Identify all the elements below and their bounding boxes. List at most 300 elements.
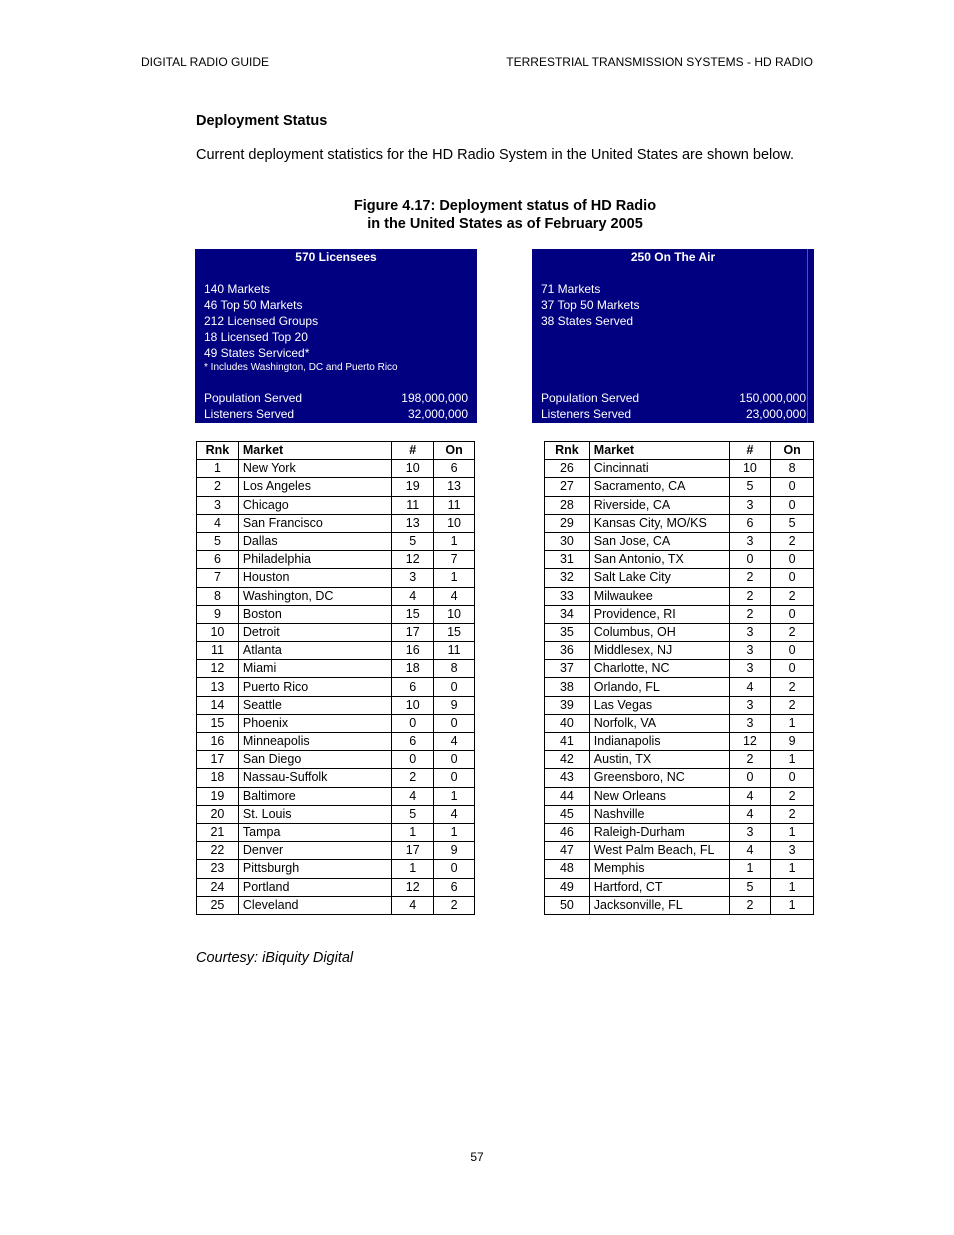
cell-rank: 30 (545, 532, 590, 550)
table-row (197, 787, 475, 805)
cell-market: Milwaukee (589, 587, 729, 605)
listeners-value: 23,000,000 (745, 407, 806, 421)
cell-market: Sacramento, CA (589, 478, 729, 496)
figure-caption (196, 197, 814, 233)
cell-count: 4 (392, 787, 434, 805)
cell-rank: 25 (197, 896, 239, 914)
header-on: On (434, 442, 475, 460)
cell-on: 1 (771, 714, 814, 732)
cell-count: 6 (392, 678, 434, 696)
cell-count: 6 (729, 514, 771, 532)
cell-rank: 39 (545, 696, 590, 714)
table-row (545, 642, 814, 660)
running-header-right: TERRESTRIAL TRANSMISSION SYSTEMS - HD RADIO (506, 55, 813, 69)
intro-paragraph: Current deployment statistics for the HD Radio System in the United States are shown below. (196, 147, 795, 163)
cell-rank: 26 (545, 460, 590, 478)
licensees-box (195, 249, 477, 423)
population-row (204, 390, 468, 406)
cell-on: 2 (771, 787, 814, 805)
cell-market: Miami (238, 660, 391, 678)
cell-count: 2 (392, 769, 434, 787)
cell-on: 1 (771, 823, 814, 841)
cell-count: 3 (729, 823, 771, 841)
cell-market: Salt Lake City (589, 569, 729, 587)
cell-rank: 10 (197, 623, 239, 641)
table-row (545, 514, 814, 532)
cell-rank: 44 (545, 787, 590, 805)
licensees-lines (204, 281, 398, 375)
cell-market: Philadelphia (238, 551, 391, 569)
table-row (197, 678, 475, 696)
cell-market: Middlesex, NJ (589, 642, 729, 660)
licensees-line: 140 Markets (204, 282, 271, 296)
licensees-line: 212 Licensed Groups (204, 314, 319, 328)
cell-count: 3 (729, 696, 771, 714)
licensees-line: 46 Top 50 Markets (204, 298, 303, 312)
cell-on: 7 (434, 551, 475, 569)
on-air-box (532, 249, 814, 423)
cell-count: 4 (729, 842, 771, 860)
table-row (197, 569, 475, 587)
cell-on: 6 (434, 878, 475, 896)
table-row (545, 551, 814, 569)
population-label: Population Served (541, 391, 640, 405)
population-value: 150,000,000 (739, 391, 806, 405)
markets-table-body (545, 460, 814, 915)
cell-market: San Antonio, TX (589, 551, 729, 569)
table-row (197, 460, 475, 478)
cell-on: 10 (434, 605, 475, 623)
cell-on: 0 (434, 751, 475, 769)
population-value: 198,000,000 (401, 391, 468, 405)
cell-market: Jacksonville, FL (589, 896, 729, 914)
cell-rank: 31 (545, 551, 590, 569)
figure-caption-line-2: in the United States as of February 2005 (367, 216, 643, 232)
cell-count: 4 (729, 787, 771, 805)
cell-market: San Francisco (238, 514, 391, 532)
cell-rank: 9 (197, 605, 239, 623)
cell-rank: 21 (197, 823, 239, 841)
table-row (545, 532, 814, 550)
table-row (197, 642, 475, 660)
cell-market: Charlotte, NC (589, 660, 729, 678)
cell-count: 10 (392, 696, 434, 714)
cell-on: 0 (771, 496, 814, 514)
table-row (545, 478, 814, 496)
cell-on: 4 (434, 587, 475, 605)
cell-on: 6 (434, 460, 475, 478)
cell-rank: 37 (545, 660, 590, 678)
cell-count: 5 (392, 805, 434, 823)
cell-count: 4 (729, 805, 771, 823)
table-row (197, 896, 475, 914)
on-air-line: 37 Top 50 Markets (541, 298, 640, 312)
cell-on: 0 (771, 569, 814, 587)
cell-count: 4 (729, 678, 771, 696)
cell-count: 12 (729, 733, 771, 751)
cell-on: 1 (434, 787, 475, 805)
table-header-row (545, 442, 814, 460)
cell-rank: 50 (545, 896, 590, 914)
cell-count: 4 (392, 896, 434, 914)
cell-count: 17 (392, 623, 434, 641)
cell-market: Cincinnati (589, 460, 729, 478)
cell-on: 2 (771, 696, 814, 714)
table-row (545, 460, 814, 478)
table-row (545, 842, 814, 860)
on-air-title: 250 On The Air (630, 250, 716, 264)
cell-market: West Palm Beach, FL (589, 842, 729, 860)
cell-rank: 15 (197, 714, 239, 732)
table-row (545, 623, 814, 641)
table-row (545, 805, 814, 823)
cell-rank: 17 (197, 751, 239, 769)
licensees-line: 49 States Serviced* (204, 346, 310, 360)
cell-on: 1 (771, 896, 814, 914)
cell-on: 10 (434, 514, 475, 532)
table-row (545, 823, 814, 841)
on-air-line: 71 Markets (541, 282, 601, 296)
section-title: Deployment Status (196, 113, 328, 129)
table-row (545, 878, 814, 896)
cell-market: Norfolk, VA (589, 714, 729, 732)
cell-market: Detroit (238, 623, 391, 641)
cell-market: Chicago (238, 496, 391, 514)
cell-on: 1 (434, 532, 475, 550)
cell-rank: 34 (545, 605, 590, 623)
cell-rank: 14 (197, 696, 239, 714)
cell-market: Boston (238, 605, 391, 623)
cell-count: 0 (392, 714, 434, 732)
table-row (545, 751, 814, 769)
header-market: Market (238, 442, 391, 460)
table-row (197, 696, 475, 714)
cell-rank: 16 (197, 733, 239, 751)
table-header-row (197, 442, 475, 460)
cell-rank: 12 (197, 660, 239, 678)
cell-market: New York (238, 460, 391, 478)
cell-on: 2 (434, 896, 475, 914)
cell-count: 4 (392, 587, 434, 605)
cell-on: 0 (434, 860, 475, 878)
listeners-row (204, 406, 468, 422)
markets-table-1-25 (196, 441, 475, 915)
cell-on: 0 (434, 769, 475, 787)
cell-count: 16 (392, 642, 434, 660)
cell-on: 3 (771, 842, 814, 860)
cell-market: Providence, RI (589, 605, 729, 623)
cell-market: Austin, TX (589, 751, 729, 769)
cell-rank: 45 (545, 805, 590, 823)
table-row (197, 660, 475, 678)
table-row (197, 514, 475, 532)
table-row (197, 842, 475, 860)
header-count: # (392, 442, 434, 460)
cell-on: 8 (771, 460, 814, 478)
cell-market: Los Angeles (238, 478, 391, 496)
cell-market: Houston (238, 569, 391, 587)
table-row (197, 605, 475, 623)
header-market: Market (589, 442, 729, 460)
population-label: Population Served (204, 391, 303, 405)
cell-count: 5 (729, 878, 771, 896)
cell-on: 2 (771, 805, 814, 823)
cell-on: 9 (434, 696, 475, 714)
table-row (197, 805, 475, 823)
header-on: On (771, 442, 814, 460)
cell-rank: 41 (545, 733, 590, 751)
cell-market: Las Vegas (589, 696, 729, 714)
cell-on: 0 (771, 478, 814, 496)
table-row (545, 696, 814, 714)
cell-market: Nassau-Suffolk (238, 769, 391, 787)
cell-count: 17 (392, 842, 434, 860)
figure-caption-line-1: Figure 4.17: Deployment status of HD Radio (353, 198, 657, 214)
on-air-stats (541, 390, 806, 422)
cell-market: Minneapolis (238, 733, 391, 751)
cell-rank: 1 (197, 460, 239, 478)
cell-rank: 7 (197, 569, 239, 587)
table-row (545, 587, 814, 605)
table-row (545, 678, 814, 696)
cell-on: 0 (434, 678, 475, 696)
cell-on: 5 (771, 514, 814, 532)
cell-count: 0 (392, 751, 434, 769)
cell-count: 13 (392, 514, 434, 532)
table-row (545, 896, 814, 914)
cell-market: Portland (238, 878, 391, 896)
cell-count: 12 (392, 878, 434, 896)
cell-rank: 19 (197, 787, 239, 805)
cell-count: 2 (729, 605, 771, 623)
cell-rank: 33 (545, 587, 590, 605)
table-row (197, 496, 475, 514)
cell-rank: 24 (197, 878, 239, 896)
cell-on: 13 (434, 478, 475, 496)
cell-market: Hartford, CT (589, 878, 729, 896)
cell-on: 2 (771, 532, 814, 550)
cell-rank: 43 (545, 769, 590, 787)
page-number: 57 (470, 1150, 484, 1164)
listeners-value: 32,000,000 (407, 407, 468, 421)
listeners-label: Listeners Served (204, 407, 295, 421)
header-rank: Rnk (545, 442, 590, 460)
cell-rank: 32 (545, 569, 590, 587)
cell-count: 1 (392, 823, 434, 841)
table-row (197, 587, 475, 605)
cell-rank: 27 (545, 478, 590, 496)
box-edge-line (807, 249, 808, 423)
table-row (545, 787, 814, 805)
cell-count: 12 (392, 551, 434, 569)
cell-market: St. Louis (238, 805, 391, 823)
cell-rank: 36 (545, 642, 590, 660)
cell-rank: 46 (545, 823, 590, 841)
cell-rank: 40 (545, 714, 590, 732)
cell-count: 15 (392, 605, 434, 623)
table-row (545, 714, 814, 732)
cell-rank: 28 (545, 496, 590, 514)
cell-on: 4 (434, 733, 475, 751)
cell-market: Nashville (589, 805, 729, 823)
listeners-row (541, 406, 806, 422)
cell-rank: 5 (197, 532, 239, 550)
cell-rank: 8 (197, 587, 239, 605)
cell-market: San Jose, CA (589, 532, 729, 550)
cell-on: 0 (771, 551, 814, 569)
table-row (545, 660, 814, 678)
cell-rank: 6 (197, 551, 239, 569)
cell-on: 2 (771, 623, 814, 641)
cell-rank: 49 (545, 878, 590, 896)
cell-on: 1 (434, 823, 475, 841)
cell-rank: 4 (197, 514, 239, 532)
cell-market: Atlanta (238, 642, 391, 660)
cell-market: Memphis (589, 860, 729, 878)
cell-rank: 42 (545, 751, 590, 769)
cell-on: 1 (771, 751, 814, 769)
cell-rank: 20 (197, 805, 239, 823)
cell-count: 3 (729, 496, 771, 514)
cell-count: 11 (392, 496, 434, 514)
table-row (545, 733, 814, 751)
table-row (545, 860, 814, 878)
cell-count: 5 (729, 478, 771, 496)
cell-count: 2 (729, 751, 771, 769)
cell-rank: 29 (545, 514, 590, 532)
cell-on: 4 (434, 805, 475, 823)
cell-market: Indianapolis (589, 733, 729, 751)
table-row (197, 551, 475, 569)
cell-on: 0 (434, 714, 475, 732)
cell-count: 3 (729, 532, 771, 550)
cell-on: 0 (771, 642, 814, 660)
cell-count: 18 (392, 660, 434, 678)
table-row (197, 478, 475, 496)
cell-rank: 38 (545, 678, 590, 696)
table-row (545, 569, 814, 587)
table-row (545, 496, 814, 514)
table-row (545, 769, 814, 787)
cell-market: Phoenix (238, 714, 391, 732)
cell-count: 0 (729, 551, 771, 569)
cell-on: 0 (771, 660, 814, 678)
cell-rank: 47 (545, 842, 590, 860)
on-air-line: 38 States Served (541, 314, 634, 328)
cell-rank: 48 (545, 860, 590, 878)
cell-count: 2 (729, 896, 771, 914)
cell-market: Riverside, CA (589, 496, 729, 514)
cell-on: 1 (771, 860, 814, 878)
cell-count: 2 (729, 569, 771, 587)
cell-count: 2 (729, 587, 771, 605)
cell-count: 10 (392, 460, 434, 478)
cell-on: 1 (771, 878, 814, 896)
markets-table-26-50 (544, 441, 814, 915)
cell-market: Raleigh-Durham (589, 823, 729, 841)
cell-count: 5 (392, 532, 434, 550)
cell-market: Washington, DC (238, 587, 391, 605)
table-row (197, 714, 475, 732)
cell-count: 3 (729, 714, 771, 732)
markets-table-body (197, 460, 475, 915)
cell-rank: 18 (197, 769, 239, 787)
cell-market: Tampa (238, 823, 391, 841)
cell-market: San Diego (238, 751, 391, 769)
licensees-footnote: * Includes Washington, DC and Puerto Rico (204, 362, 398, 373)
cell-on: 0 (771, 769, 814, 787)
cell-market: Puerto Rico (238, 678, 391, 696)
cell-count: 3 (729, 623, 771, 641)
licensees-title: 570 Licensees (295, 250, 377, 264)
cell-market: Dallas (238, 532, 391, 550)
table-row (197, 860, 475, 878)
cell-count: 1 (392, 860, 434, 878)
cell-market: Seattle (238, 696, 391, 714)
cell-on: 9 (771, 733, 814, 751)
cell-rank: 23 (197, 860, 239, 878)
cell-count: 3 (392, 569, 434, 587)
cell-market: Kansas City, MO/KS (589, 514, 729, 532)
cell-on: 9 (434, 842, 475, 860)
header-count: # (729, 442, 771, 460)
cell-count: 1 (729, 860, 771, 878)
cell-rank: 22 (197, 842, 239, 860)
cell-market: Cleveland (238, 896, 391, 914)
running-header-left: DIGITAL RADIO GUIDE (141, 55, 270, 69)
cell-count: 10 (729, 460, 771, 478)
table-row (197, 532, 475, 550)
cell-market: Denver (238, 842, 391, 860)
cell-on: 8 (434, 660, 475, 678)
cell-market: Greensboro, NC (589, 769, 729, 787)
cell-rank: 3 (197, 496, 239, 514)
listeners-label: Listeners Served (541, 407, 632, 421)
cell-on: 2 (771, 587, 814, 605)
table-row (197, 878, 475, 896)
table-row (197, 733, 475, 751)
cell-market: Pittsburgh (238, 860, 391, 878)
header-rank: Rnk (197, 442, 239, 460)
cell-count: 3 (729, 642, 771, 660)
cell-on: 1 (434, 569, 475, 587)
courtesy-credit: Courtesy: iBiquity Digital (196, 950, 354, 966)
cell-count: 0 (729, 769, 771, 787)
cell-market: Baltimore (238, 787, 391, 805)
table-row (197, 769, 475, 787)
cell-count: 19 (392, 478, 434, 496)
population-row (541, 390, 806, 406)
cell-rank: 2 (197, 478, 239, 496)
cell-count: 6 (392, 733, 434, 751)
table-row (197, 751, 475, 769)
cell-on: 0 (771, 605, 814, 623)
table-row (545, 605, 814, 623)
cell-rank: 11 (197, 642, 239, 660)
cell-count: 3 (729, 660, 771, 678)
cell-on: 11 (434, 642, 475, 660)
on-air-lines (541, 281, 640, 329)
cell-rank: 35 (545, 623, 590, 641)
table-row (197, 823, 475, 841)
cell-on: 11 (434, 496, 475, 514)
table-row (197, 623, 475, 641)
cell-market: Columbus, OH (589, 623, 729, 641)
cell-on: 15 (434, 623, 475, 641)
cell-market: New Orleans (589, 787, 729, 805)
cell-rank: 13 (197, 678, 239, 696)
cell-market: Orlando, FL (589, 678, 729, 696)
